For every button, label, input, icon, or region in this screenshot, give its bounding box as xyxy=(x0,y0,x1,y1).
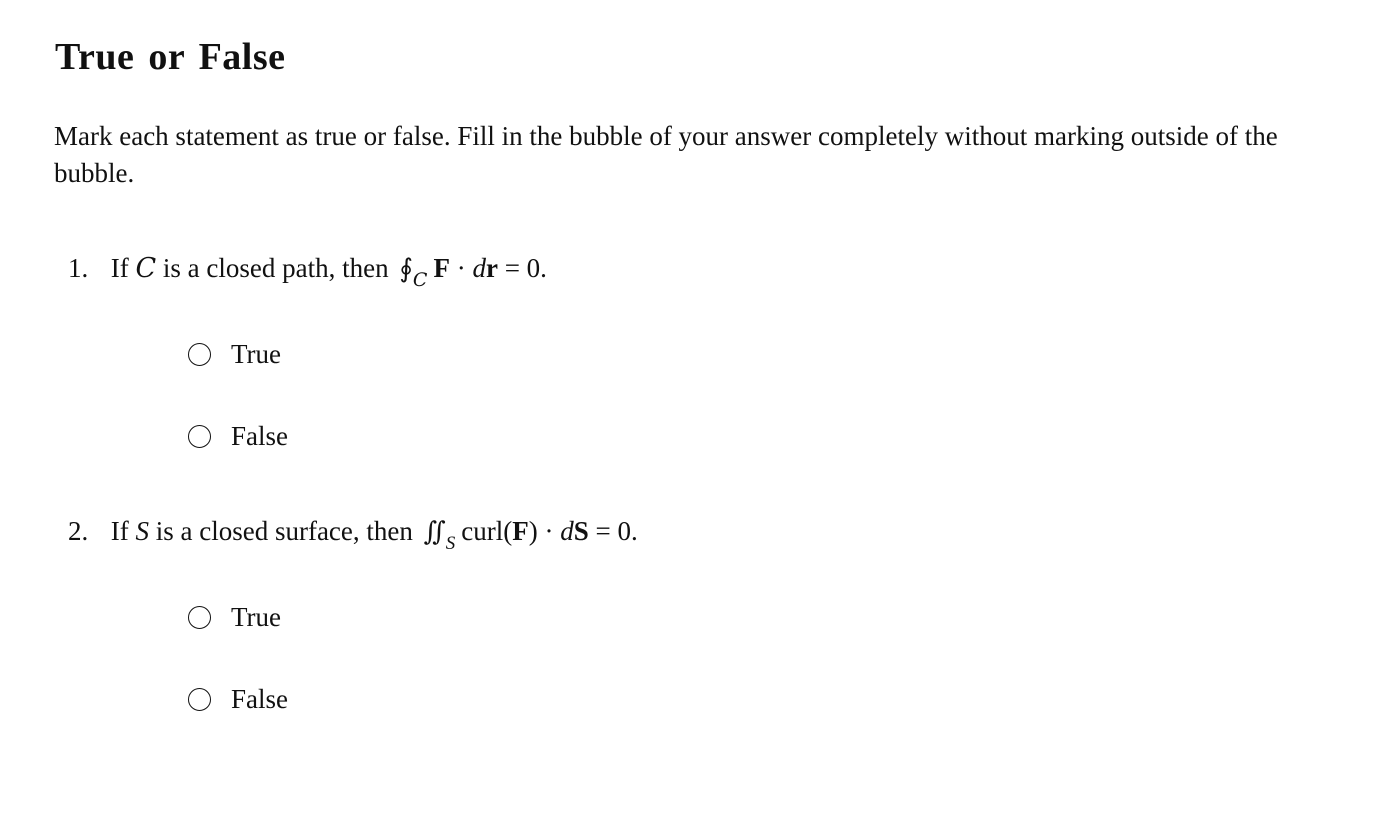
integral-subscript: C xyxy=(412,269,428,291)
option-label: False xyxy=(231,683,288,714)
question-text-middle: is a closed path, then xyxy=(162,253,389,283)
instructions-text: Mark each statement as true or false. Fill in the bubble of your answer completely without marking outside of the bubble. xyxy=(54,121,1278,188)
question-text-before: If xyxy=(110,253,129,283)
equation-rhs: = 0. xyxy=(595,516,638,546)
vector-field: F xyxy=(433,253,450,283)
q2-option-true[interactable] xyxy=(188,602,281,632)
differential-d: d xyxy=(560,516,574,546)
path-variable: C xyxy=(135,253,157,284)
curl-open: curl( xyxy=(461,516,513,546)
question-text-before: If xyxy=(110,516,129,546)
option-label: True xyxy=(231,338,282,369)
differential-variable: r xyxy=(485,253,498,283)
vector-field: F xyxy=(512,516,529,546)
radio-bubble-icon[interactable] xyxy=(188,425,211,448)
dot-operator: · xyxy=(456,253,466,283)
question-number: 1. xyxy=(68,253,89,283)
question-number: 2. xyxy=(68,516,89,546)
q2-option-false[interactable] xyxy=(188,684,288,714)
radio-bubble-icon[interactable] xyxy=(188,343,211,366)
radio-bubble-icon[interactable] xyxy=(188,688,211,711)
option-label: False xyxy=(231,420,288,451)
curl-close: ) xyxy=(528,516,538,546)
question-2 xyxy=(68,516,638,554)
contour-integral-symbol: ∮ xyxy=(399,254,413,283)
integral-subscript: S xyxy=(445,533,456,554)
section-title: True or False xyxy=(55,36,286,78)
surface-variable: S xyxy=(135,516,149,546)
dot-operator: · xyxy=(544,516,554,546)
radio-bubble-icon[interactable] xyxy=(188,606,211,629)
differential-d: d xyxy=(472,253,486,283)
question-1 xyxy=(68,253,547,291)
q1-option-false[interactable] xyxy=(188,421,288,451)
q1-option-true[interactable] xyxy=(188,339,281,369)
equation-rhs: = 0. xyxy=(504,253,547,283)
differential-variable: S xyxy=(573,516,589,546)
surface-integral-symbol: ∬ xyxy=(423,517,446,546)
question-text-middle: is a closed surface, then xyxy=(155,516,413,546)
option-label: True xyxy=(231,601,282,632)
